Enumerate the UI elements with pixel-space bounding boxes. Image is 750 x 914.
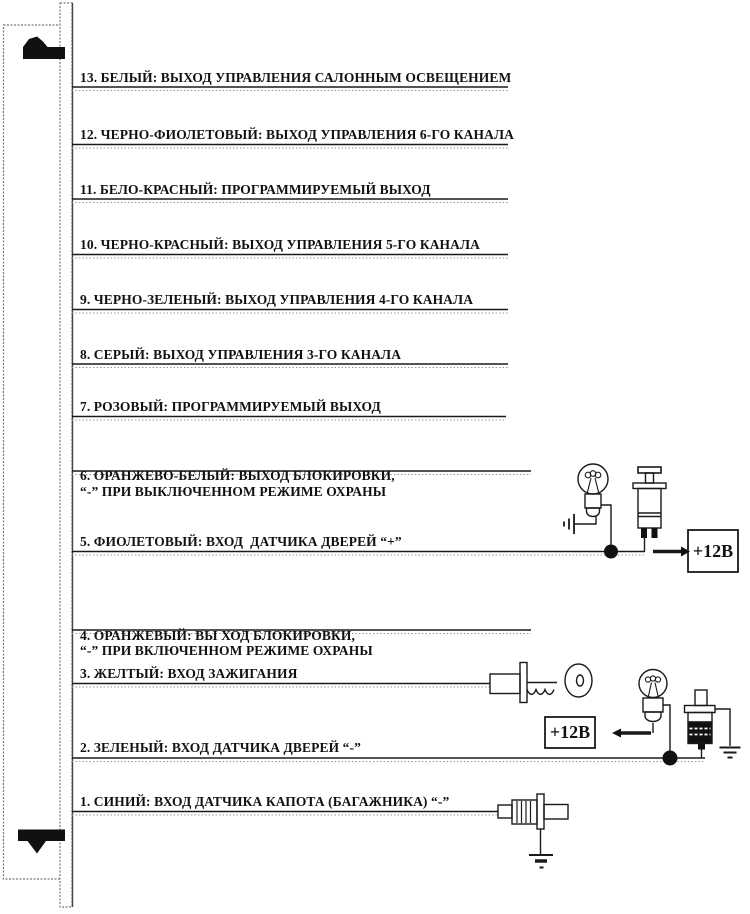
door-pin-switch-icon [685,690,716,758]
plus12v-label-lower: +12В [549,722,591,742]
ground-icon [529,855,553,868]
hood-pin-switch-icon [498,794,568,868]
connector-pin-strip [60,3,72,907]
junction-dot [663,751,678,766]
wire-2-label: 2. ЗЕЛЕНЫЙ: ВХОД ДАТЧИКА ДВЕРЕЙ “-” [80,739,361,755]
wire-13-label: 13. БЕЛЫЙ: ВЫХОД УПРАВЛЕНИЯ САЛОННЫМ ОСВЕЩЕНИЕМ [80,69,512,85]
ground-icon [715,709,741,758]
wire-12-label: 12. ЧЕРНО-ФИОЛЕТОВЫЙ: ВЫХОД УПРАВЛЕНИЯ 6-ГО КАНАЛА [80,127,514,142]
retainer-clip-bottom-icon [18,830,65,854]
arrow-left-head [612,729,621,738]
wire-8-label: 8. СЕРЫЙ: ВЫХОД УПРАВЛЕНИЯ 3-ГО КАНАЛА [80,346,402,362]
plus12v-label-upper: +12В [692,540,734,561]
lamp-icon [639,670,667,722]
wire-9-label: 9. ЧЕРНО-ЗЕЛЕНЫЙ: ВЫХОД УПРАВЛЕНИЯ 4-ГО КАНАЛА [80,292,474,307]
ignition-key-icon [490,663,592,703]
wire-6-label: 6. ОРАНЖЕВО-БЕЛЫЙ: ВЫХОД БЛОКИРОВКИ, “-” ПРИ ВЫКЛЮЧЕННОМ РЕЖИМЕ ОХРАНЫ [80,468,395,499]
lamp-to-junction-link [663,705,670,751]
lamp-icon [578,464,608,517]
wire-3-label: 3. ЖЕЛТЫЙ: ВХОД ЗАЖИГАНИЯ [80,666,298,681]
wire-10-label: 10. ЧЕРНО-КРАСНЫЙ: ВЫХОД УПРАВЛЕНИЯ 5-ГО КАНАЛА [80,237,481,252]
door-pin-switch-icon [633,467,666,538]
wire-1-label: 1. СИНИЙ: ВХОД ДАТЧИКА КАПОТА (БАГАЖНИКА) “-” [80,793,450,809]
wire-5-label: 5. ФИОЛЕТОВЫЙ: ВХОД ДАТЧИКА ДВЕРЕЙ “+” [80,534,402,549]
wire-7-label: 7. РОЗОВЫЙ: ПРОГРАММИРУЕМЫЙ ВЫХОД [80,399,381,414]
lamp-to-junction-link [601,505,611,545]
junction-dot [604,545,618,559]
wire-connector-strip [4,3,73,907]
retainer-clip-top-icon [23,37,65,60]
wire-4-label: 4. ОРАНЖЕВЫЙ: ВЫ ХОД БЛОКИРОВКИ, “-” ПРИ ВКЛЮЧЕННОМ РЕЖИМЕ ОХРАНЫ [80,627,373,658]
wire-11-label: 11. БЕЛО-КРАСНЫЙ: ПРОГРАММИРУЕМЫЙ ВЫХОД [80,181,431,197]
